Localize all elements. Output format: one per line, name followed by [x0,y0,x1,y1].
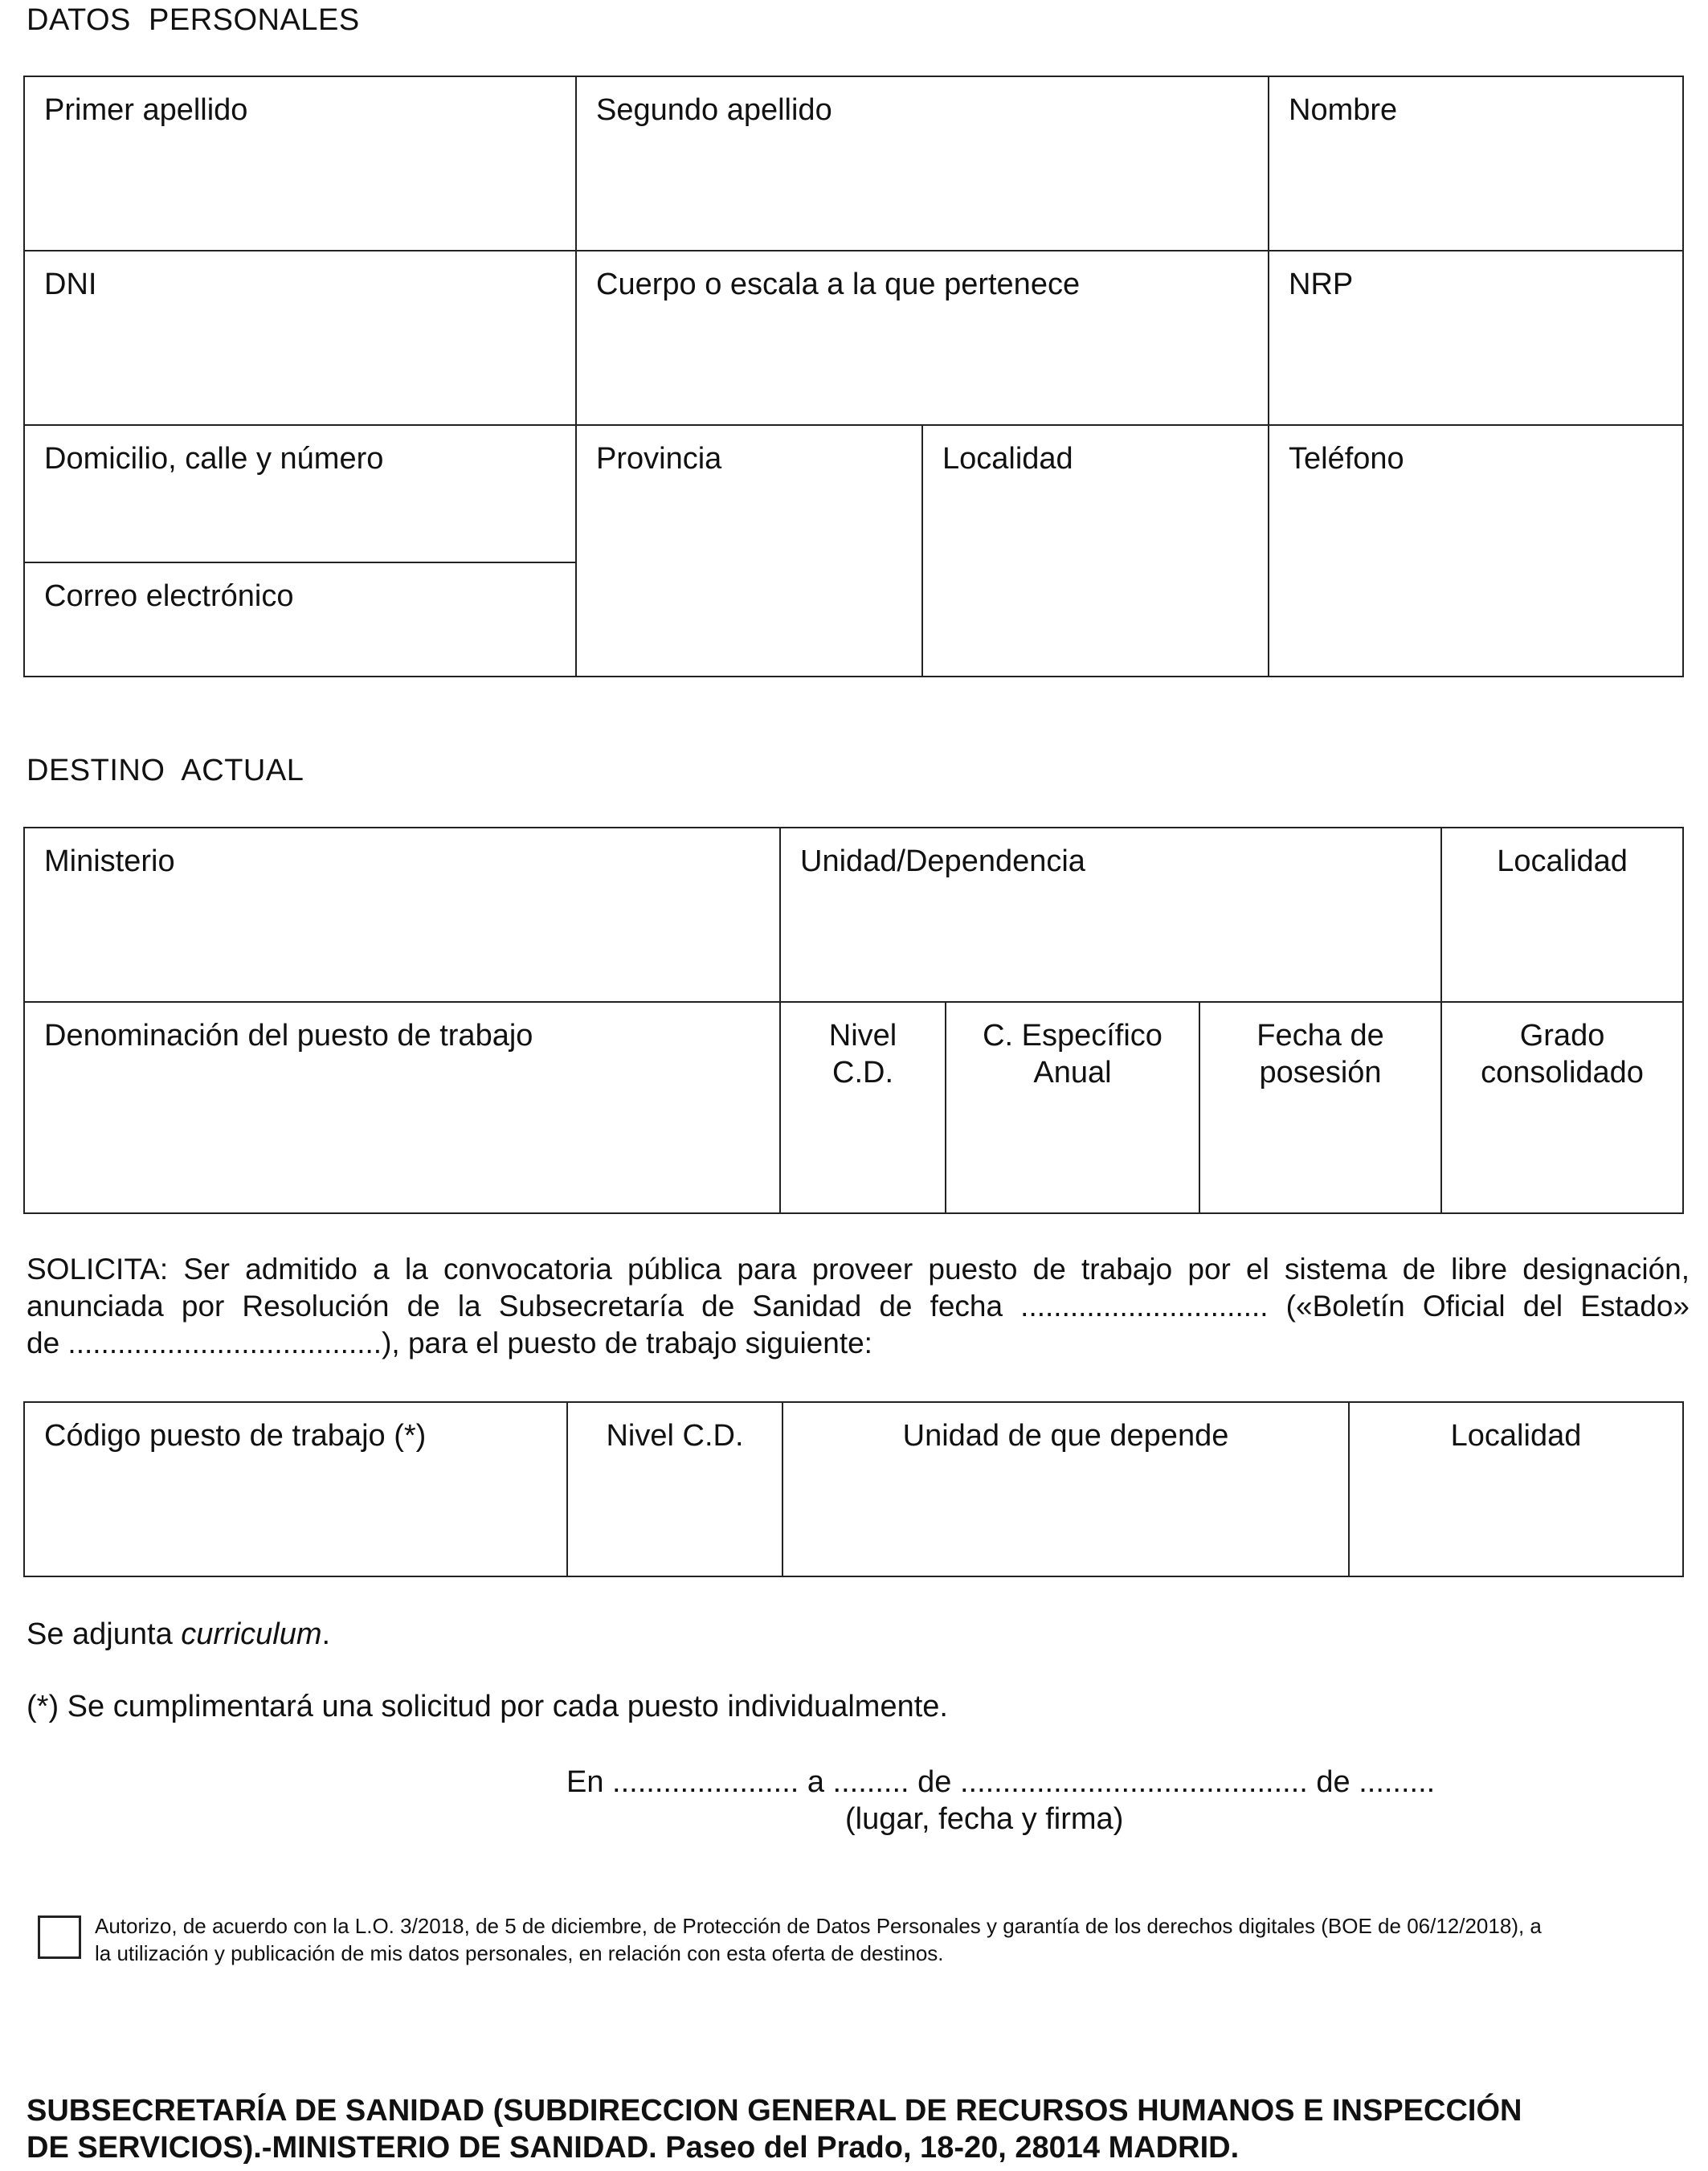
unidad-dependencia-field[interactable] [780,828,1441,1002]
puesto-solicitado-table [23,1401,1684,1577]
firma-line: En ...................... a ......... de ......................................... de ......... [566,1765,1436,1799]
nota-solicitud: (*) Se cumplimentará una solicitud por cada puesto individualmente. [27,1690,948,1723]
nombre-field[interactable] [1269,76,1683,251]
destino-localidad-field[interactable] [1441,828,1683,1002]
denominacion-puesto-field[interactable] [24,1002,780,1213]
telefono-field[interactable] [1269,425,1683,677]
nrp-field[interactable] [1269,251,1683,425]
nrp-label: NRP [1289,268,1354,301]
dni-label: DNI [44,268,97,301]
solicita-line-3: de ......................................), para el puesto de trabajo siguiente: [27,1327,872,1359]
destino-localidad-label: Localidad [1497,844,1628,878]
datos-personales-title: DATOS PERSONALES [27,3,360,37]
consent-text [95,1912,1694,1967]
especifico-label-line2: Anual [1033,1056,1112,1090]
telefono-label: Teléfono [1289,442,1404,476]
correo-label: Correo electrónico [44,579,294,613]
solicita-line-1: SOLICITA: Ser admitido a la convocatoria pública para proveer puesto de trabajo por el sistema de libre designación, [27,1253,1690,1286]
consent-line-2: la utilización y publicación de mis datos personales, en relación con esta oferta de destinos. [95,1941,944,1965]
domicilio-label: Domicilio, calle y número [44,442,384,476]
grado-label-line1: Grado [1519,1019,1605,1053]
fecha-posesion-label-line2: posesión [1259,1056,1382,1090]
cuerpo-escala-label: Cuerpo o escala a la que pertenece [596,268,1081,301]
destino-actual-table [23,827,1684,1214]
solicita-paragraph [27,1251,1690,1362]
puesto-localidad-label: Localidad [1450,1419,1582,1453]
adjunta-curriculum-italic: curriculum [181,1617,322,1651]
puesto-nivel-cd-label: Nivel C.D. [606,1419,744,1453]
nombre-label: Nombre [1289,93,1398,127]
localidad-label: Localidad [942,442,1073,476]
footer-address [27,2092,1698,2166]
grado-consolidado-field[interactable] [1441,1002,1683,1213]
destino-actual-title: DESTINO ACTUAL [27,754,304,787]
especifico-anual-field[interactable] [946,1002,1199,1213]
firma-caption: (lugar, fecha y firma) [845,1802,1124,1836]
primer-apellido-field[interactable] [24,76,576,251]
solicita-line-2: anunciada por Resolución de la Subsecretaría de Sanidad de fecha .............................. («Boletín Oficial del Estado» [27,1290,1690,1323]
consent-checkbox[interactable] [38,1915,81,1959]
dni-field[interactable] [24,251,576,425]
fecha-posesion-label-line1: Fecha de [1256,1019,1384,1053]
especifico-label-line1: C. Específico [983,1019,1163,1053]
domicilio-field[interactable] [24,425,576,562]
primer-apellido-label: Primer apellido [44,93,248,127]
provincia-label: Provincia [596,442,722,476]
nivel-cd-label-line2: C.D. [832,1056,893,1090]
denominacion-puesto-label: Denominación del puesto de trabajo [44,1019,533,1053]
adjunta-suffix: . [321,1617,331,1651]
unidad-dependencia-label: Unidad/Dependencia [800,844,1085,878]
footer-line-1: SUBSECRETARÍA DE SANIDAD (SUBDIRECCION GENERAL DE RECURSOS HUMANOS E INSPECCIÓN [27,2094,1522,2128]
segundo-apellido-field[interactable] [576,76,1269,251]
datos-personales-table [23,76,1684,677]
puesto-nivel-cd-field[interactable] [567,1402,782,1576]
grado-label-line2: consolidado [1481,1056,1644,1090]
unidad-depende-field[interactable] [782,1402,1349,1576]
consent-line-1: Autorizo, de acuerdo con la L.O. 3/2018, de 5 de diciembre, de Protección de Datos Personales y garantía de los derechos digitales (BOE de 06/12/2018), a [95,1914,1542,1938]
cuerpo-escala-field[interactable] [576,251,1269,425]
fecha-posesion-field[interactable] [1199,1002,1441,1213]
footer-line-2: DE SERVICIOS).-MINISTERIO DE SANIDAD. Paseo del Prado, 18-20, 28014 MADRID. [27,2131,1240,2165]
puesto-localidad-field[interactable] [1349,1402,1683,1576]
localidad-field[interactable] [922,425,1269,677]
ministerio-field[interactable] [24,828,780,1002]
codigo-puesto-label: Código puesto de trabajo (*) [44,1419,427,1453]
adjunta-prefix: Se adjunta [27,1617,182,1651]
adjunta-curriculum [27,1616,330,1653]
nivel-cd-field[interactable] [780,1002,946,1213]
ministerio-label: Ministerio [44,844,175,878]
segundo-apellido-label: Segundo apellido [596,93,832,127]
unidad-depende-label: Unidad de que depende [902,1419,1229,1453]
nivel-cd-label-line1: Nivel [828,1019,897,1053]
provincia-field[interactable] [576,425,922,677]
codigo-puesto-field[interactable] [24,1402,567,1576]
correo-field[interactable] [24,562,576,677]
